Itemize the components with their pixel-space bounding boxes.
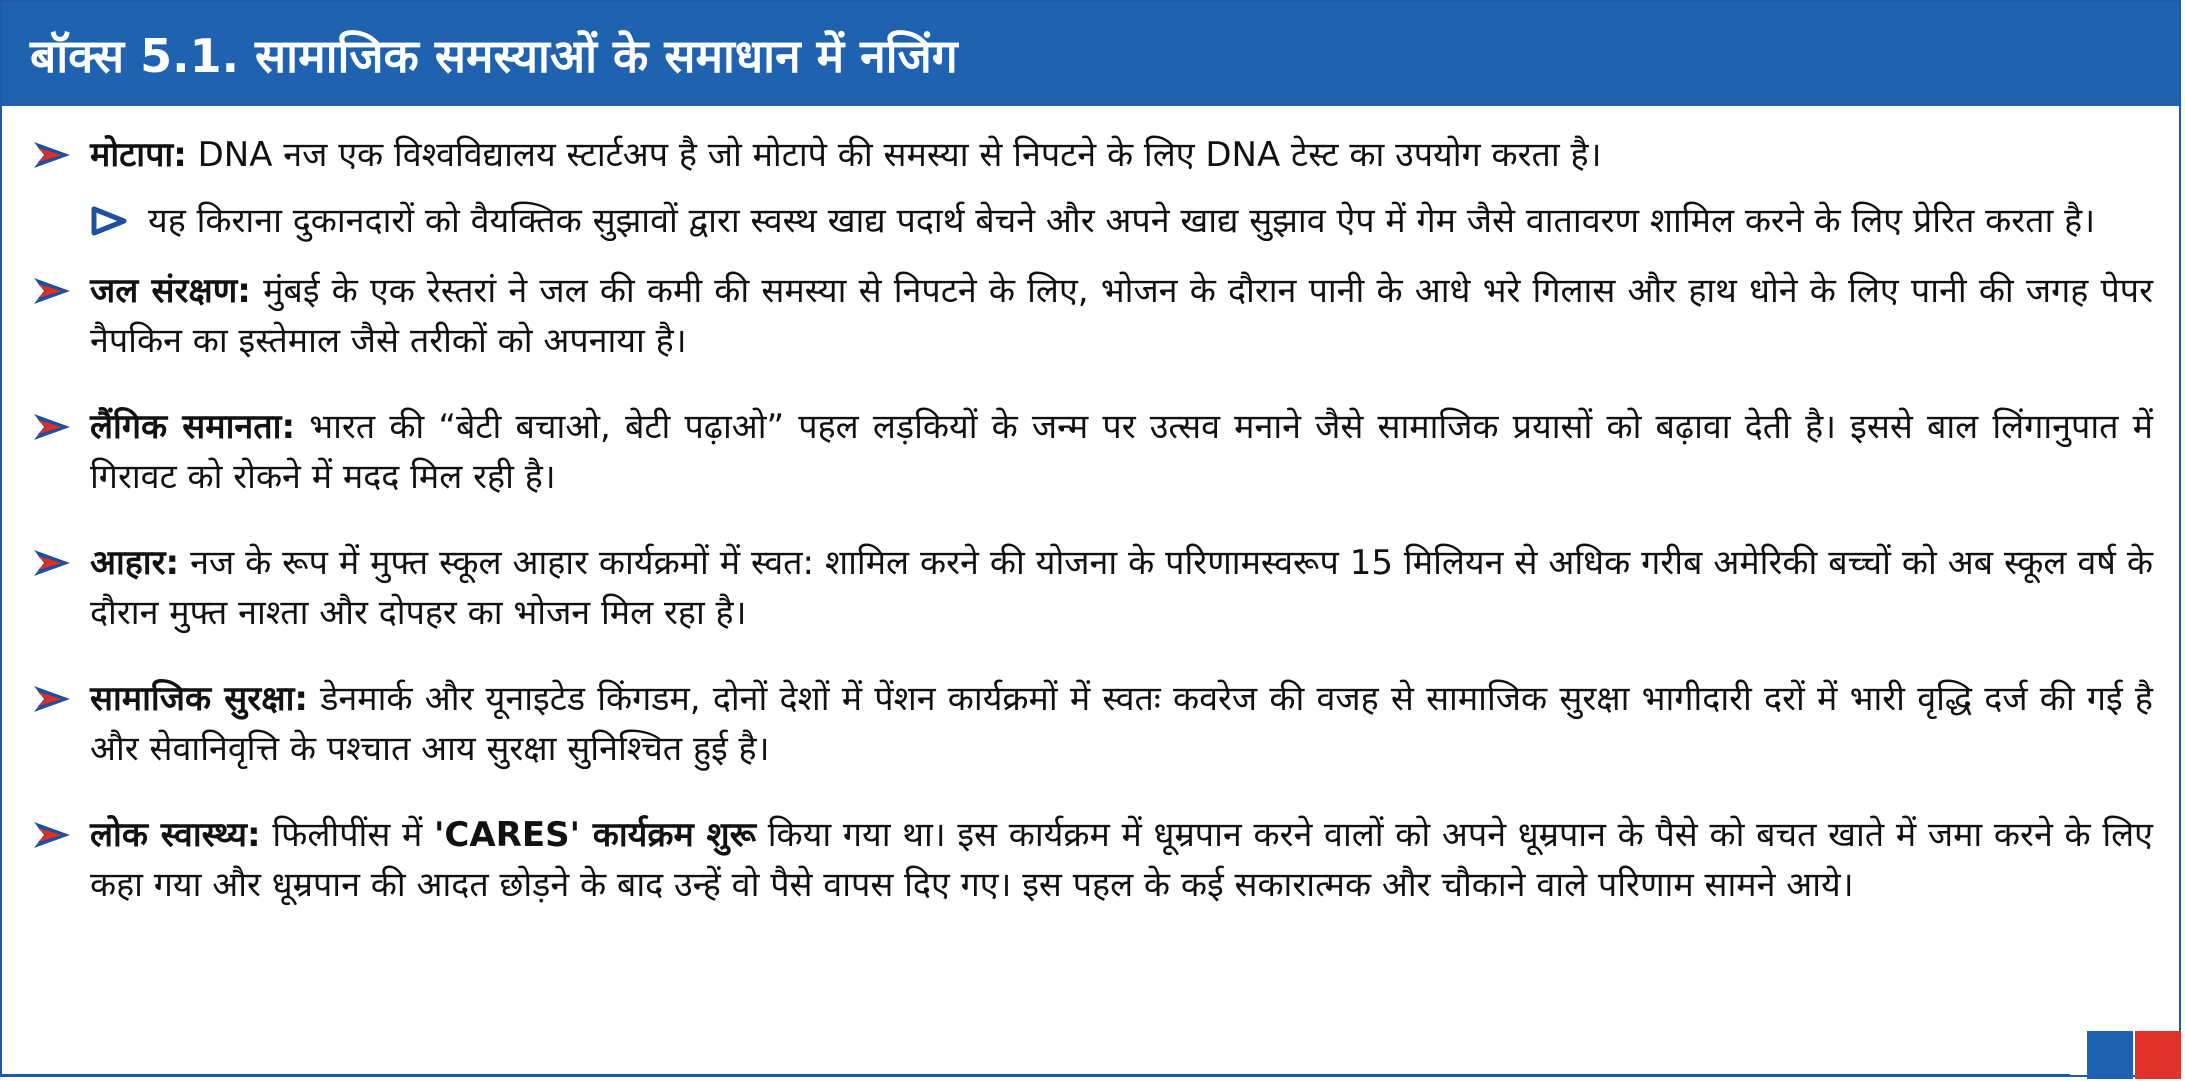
item-text: मुंबई के एक रेस्तरां ने जल की कमी की समस्या से निपटने के लिए, भोजन के दौरान पानी के आधे भरे गिलास और हाथ धोने के लिए पानी की जगह पेपर नैपकिन का इस्तेमाल जैसे तरीकों को अपनाया है।	[90, 271, 2153, 361]
item-label: लैंगिक समानता:	[90, 407, 296, 447]
item-text: डेनमार्क और यूनाइटेड किंगडम, दोनों देशों में पेंशन कार्यक्रमों में स्वतः कवरेज की वजह से सामाजिक सुरक्षा भागीदारी दरों में भारी वृद्धि दर्ज की गई है और सेवानिवृत्ति के पश्चात आय सुरक्षा सुनिश्चित हुई है।	[90, 679, 2153, 769]
list-item-diet	[2, 538, 2179, 638]
corner-blue-block	[2087, 1031, 2133, 1079]
corner-red-block	[2135, 1031, 2181, 1079]
item-label: जल संरक्षण:	[90, 271, 251, 311]
arrow-bullet-icon	[32, 140, 72, 170]
item-text: भारत की “बेटी बचाओ, बेटी पढ़ाओ” पहल लड़कियों के जन्म पर उत्सव मनाने जैसे सामाजिक प्रयासों को बढ़ावा देती है। इससे बाल लिंगानुपात में गिरावट को रोकने में मदद मिल रही है।	[90, 407, 2153, 497]
item-text-post: किया गया था। इस कार्यक्रम में धूम्रपान करने वालों को अपने धूम्रपान के पैसे को बचत खाते में जमा करने के लिए कहा गया और धूम्रपान की आदत छोड़ने के बाद उन्हें वो पैसे वापस दिए गए। इस पहल के कई सकारात्मक और चौकाने वाले परिणाम सामने आये।	[90, 815, 2153, 905]
arrow-bullet-icon	[32, 820, 72, 850]
arrow-bullet-icon	[32, 412, 72, 442]
box-title: बॉक्स 5.1. सामाजिक समस्याओं के समाधान में नजिंग	[30, 29, 958, 83]
triangle-bullet-icon	[90, 206, 128, 236]
list-item-water	[2, 266, 2179, 366]
list-item-gender	[2, 402, 2179, 502]
sub-item-text: यह किराना दुकानदारों को वैयक्तिक सुझावों द्वारा स्वस्थ खाद्य पदार्थ बेचने और अपने खाद्य सुझाव ऐप में गेम जैसे वातावरण शामिल करने के लिए प्रेरित करता है।	[148, 201, 2096, 241]
sub-item-obesity	[2, 196, 2179, 246]
item-list	[2, 130, 2179, 946]
list-item-social-security	[2, 674, 2179, 774]
item-label: आहार:	[90, 543, 180, 583]
list-item-public-health	[2, 810, 2179, 910]
item-text-bold: 'CARES' कार्यक्रम शुरू	[434, 815, 757, 855]
arrow-bullet-icon	[32, 684, 72, 714]
item-text: नज के रूप में मुफ्त स्कूल आहार कार्यक्रमों में स्वत: शामिल करने की योजना के परिणामस्वरूप 15 मिलियन से अधिक गरीब अमेरिकी बच्चों को अब स्कूल वर्ष के दौरान मुफ्त नाश्ता और दोपहर का भोजन मिल रहा है।	[90, 543, 2153, 633]
item-text-pre: फिलीपींस में	[260, 815, 435, 855]
item-label: लोक स्वास्थ्य:	[90, 815, 261, 855]
item-label: मोटापा:	[90, 135, 187, 175]
list-item-obesity	[2, 130, 2179, 180]
bottom-rule	[0, 1074, 2070, 1077]
arrow-bullet-icon	[32, 276, 72, 306]
item-label: सामाजिक सुरक्षा:	[90, 679, 308, 719]
arrow-bullet-icon	[32, 548, 72, 578]
box-header	[2, 2, 2179, 106]
item-text: DNA नज एक विश्वविद्यालय स्टार्टअप है जो मोटापे की समस्या से निपटने के लिए DNA टेस्ट का उपयोग करता है।	[186, 135, 1602, 175]
